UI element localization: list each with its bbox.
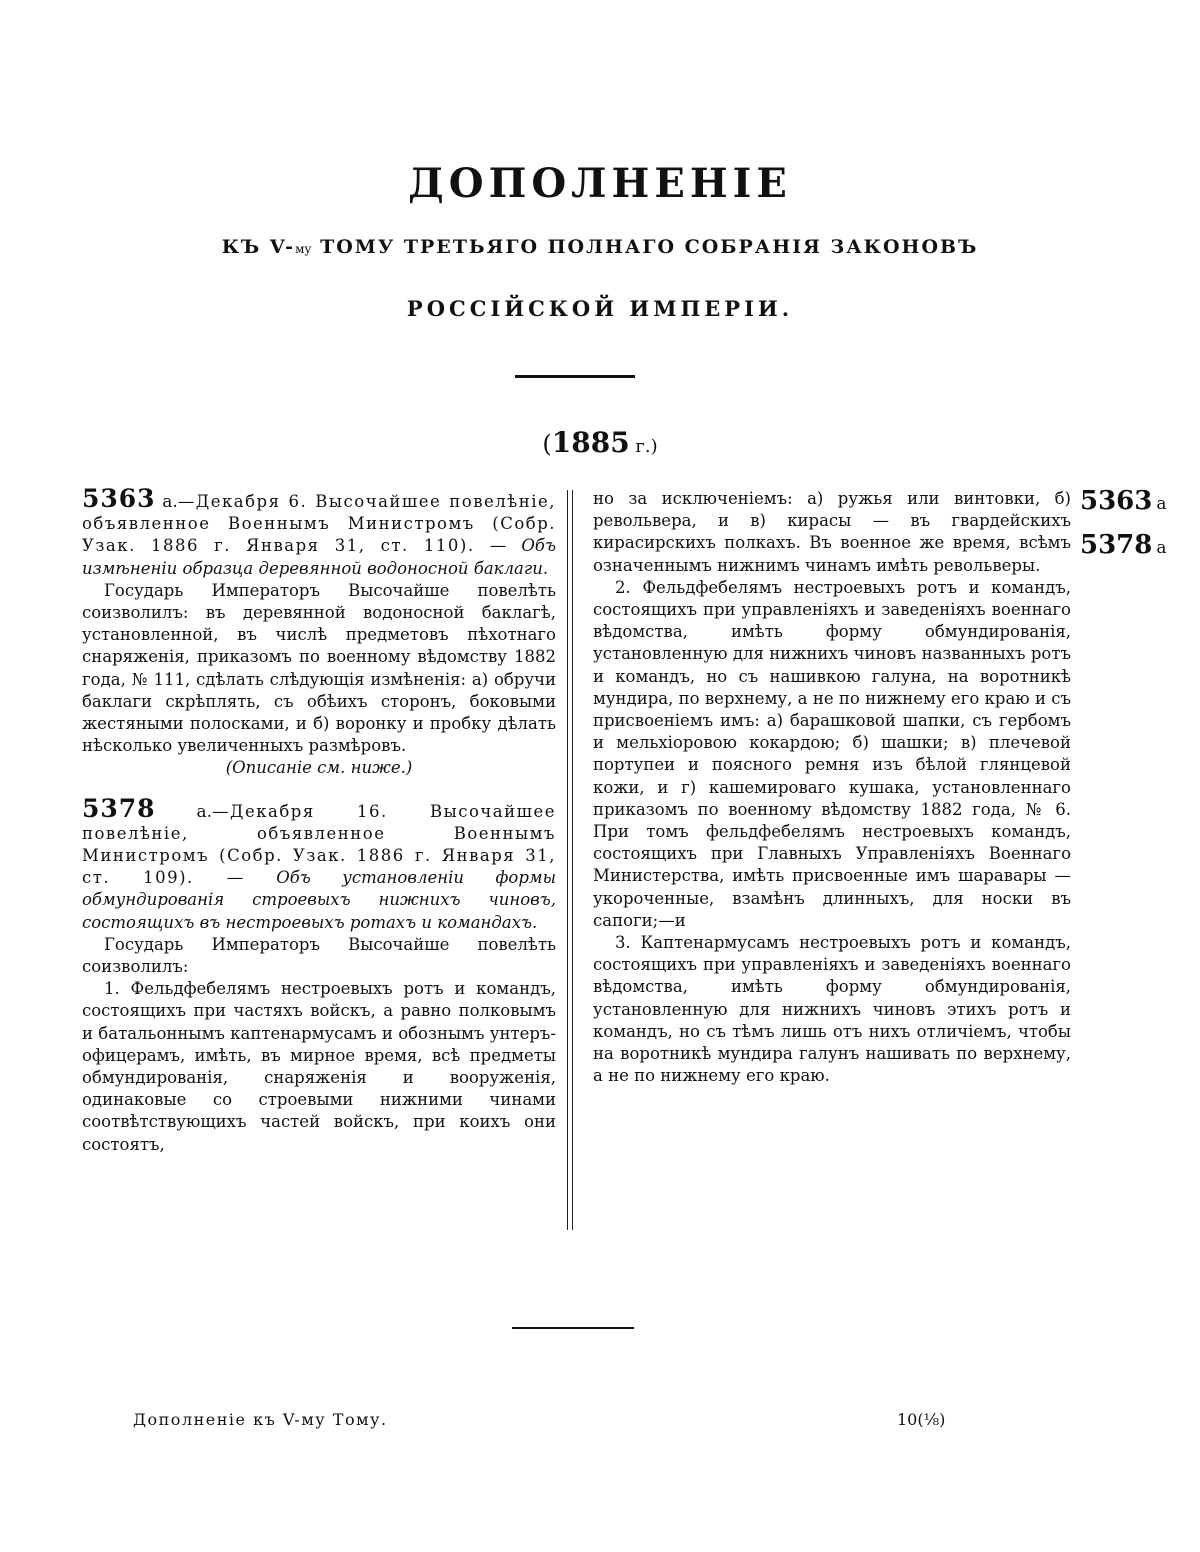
year-suffix: г.) — [629, 436, 658, 457]
footer-volume-label: Дополненіе къ V-му Тому. — [133, 1410, 388, 1429]
entry-5363-number: 5363 — [82, 484, 156, 513]
entry-5378-paragraph-4: 3. Каптенармусамъ нестроевыхъ ротъ и командъ, состоящихъ при управленіяхъ и заведеніяхъ военнаго вѣдомства, имѣть форму обмундированія, установленную для нижнихъ чиновъ этихъ ротъ и командъ, но съ тѣмъ лишь отъ нихъ отличіемъ, чтобы на воротникѣ мундира галунъ нашивать по верхнему, а не по нижнему его краю. — [593, 933, 1071, 1086]
margin-number-2: 5378 — [1080, 530, 1153, 560]
margin-entry-number-1 — [1080, 486, 1167, 516]
subtitle-sup: му — [295, 242, 312, 256]
ornamental-rule-bottom — [512, 1327, 634, 1329]
entry-5363-note: (Описаніе см. ниже.) — [225, 758, 413, 778]
entry-5378-paragraph-1: Государь Императоръ Высочайше повелѣть соизволилъ: — [82, 934, 556, 977]
entry-5363-suffix: а. — [155, 492, 178, 512]
entry-5378-header — [82, 793, 557, 934]
entry-5378-paragraph-3: 2. Фельдфебелямъ нестроевыхъ ротъ и командъ, состоящихъ при управленіяхъ и заведеніяхъ военнаго вѣдомства, имѣть форму обмундированія, установленную для нижнихъ чиновъ названныхъ ротъ и командъ, но съ нашивкою галуна, на воротникѣ мундира, по верхнему, а не по нижнему его краю и съ присвоеніемъ имъ: а) барашковой шапки, съ гербомъ и мельхіоровою кокардою; б) шашки; в) плечевой портупеи и поясного ремня изъ бѣлой глянцевой кожи, и г) кашемироваго кушака, установленнаго приказомъ по военному вѣдомству 1882 года, № 6. При томъ фельдфебелямъ нестроевыхъ командъ, состоящихъ при Главныхъ Управленіяхъ Военнаго Министерства, имѣть присвоенные имъ шаравары — укороченные, взамѣнъ длинныхъ, для носки въ сапоги;—и — [593, 577, 1071, 930]
left-column — [82, 484, 557, 1156]
column-divider — [567, 490, 573, 1230]
subtitle-line-2: РОССІЙСКОЙ ИМПЕРІИ. — [406, 296, 794, 321]
subtitle-pre: КЪ V- — [221, 236, 296, 258]
year-open: ( — [542, 430, 552, 458]
year-heading — [0, 426, 1200, 459]
entry-5378-head: —Декабря 16. Высочайшее повелѣніе, объявленное Военнымъ Министромъ (Собр. Узак. 1886 г. Января 31, ст. 109). — — [82, 801, 556, 888]
entry-5363-subject: Объ измѣненіи образца деревянной водоносной баклаги. — [82, 536, 556, 578]
entry-5363-paragraph-1: Государь Императоръ Высочайше повелѣть соизволилъ: въ деревянной водоносной баклагѣ, установленной, въ числѣ предметовъ пѣхотнаго снаряженія, приказомъ по военному вѣдомству 1882 года, № 111, сдѣлать слѣдующія измѣненія: а) обручи баклаги скрѣплять, съ обѣихъ сторонъ, боковыми жестяными полосками, и б) воронку и пробку дѣлать нѣсколько увеличенныхъ размѣровъ. — [82, 580, 556, 756]
margin-entry-number-2 — [1080, 530, 1167, 560]
margin-suffix-2: а — [1156, 538, 1167, 558]
entry-5378-subject: Объ установленіи формы обмундированія строевыхъ нижнихъ чиновъ, состоящихъ въ нестроевыхъ ротахъ и командахъ. — [82, 868, 557, 932]
entry-5378-suffix: а. — [155, 801, 213, 822]
year-number: 1885 — [551, 426, 630, 459]
entry-5378-paragraph-2: 1. Фельдфебелямъ нестроевыхъ ротъ и командъ, состоящихъ при частяхъ войскъ, а равно полковымъ и батальоннымъ каптенармусамъ и обознымъ унтеръ-офицерамъ, имѣть, въ мирное время, всѣ предметы обмундированія, снаряженія и вооруженія, одинаковые со строевыми нижними чинами соотвѣтствующихъ частей войскъ, при коихъ они состоятъ, — [82, 979, 556, 1154]
margin-number-1: 5363 — [1080, 486, 1153, 516]
entry-5378-paragraph-2-continued: но за исключеніемъ: а) ружья или винтовки, б) револьвера, и в) кирасы — въ гвардейскихъ кирасирскихъ полкахъ. Въ военное же время, всѣмъ означеннымъ нижнимъ чинамъ имѣть револьверы. — [593, 489, 1071, 575]
footer-signature-mark: 10(⅛) — [897, 1410, 946, 1429]
entry-5378-number: 5378 — [82, 793, 156, 823]
entry-5363-header — [82, 484, 556, 580]
margin-suffix-1: а — [1156, 494, 1167, 514]
subtitle-post: ТОМУ ТРЕТЬЯГО ПОЛНАГО СОБРАНІЯ ЗАКОНОВЪ — [311, 236, 979, 258]
page-title: ДОПОЛНЕНІЕ — [408, 160, 792, 207]
ornamental-rule-top — [515, 375, 635, 378]
subtitle-line-1 — [0, 236, 1200, 258]
right-column — [593, 488, 1071, 1087]
entry-5363-head: —Декабря 6. Высочайшее повелѣніе, объявленное Военнымъ Министромъ (Собр. Узак. 1886 г. Января 31, ст. 110). — — [82, 492, 556, 556]
